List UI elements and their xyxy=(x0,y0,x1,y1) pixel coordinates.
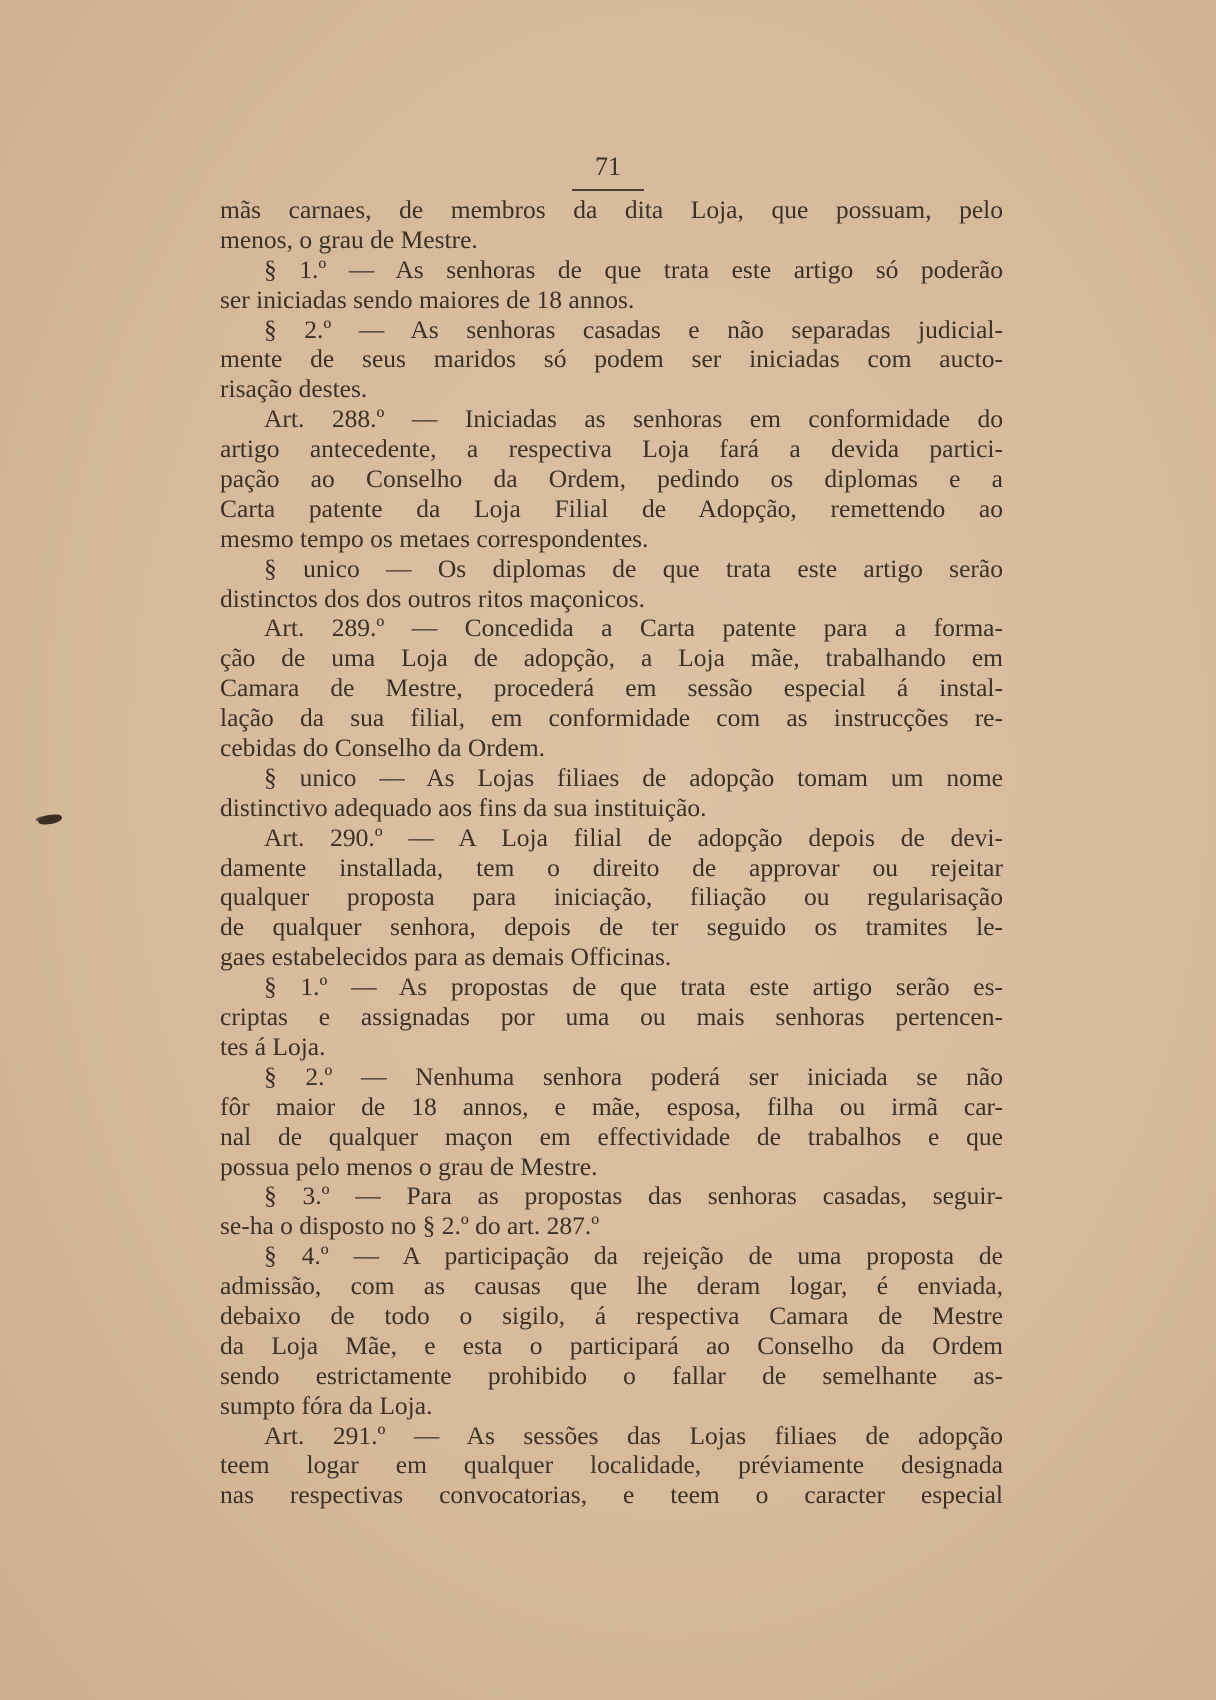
paragraph xyxy=(220,1181,1003,1241)
text-line: § 1.º — As propostas de que trata este artigo serão es- xyxy=(264,972,1003,1002)
text-line: gaes estabelecidos para as demais Officinas. xyxy=(220,942,672,972)
text-line: Art. 291.º — As sessões das Lojas filiaes de adopção xyxy=(264,1420,1003,1450)
body-text xyxy=(220,195,1003,1510)
paragraph xyxy=(220,195,1003,255)
paragraph xyxy=(220,1061,1003,1182)
paragraph xyxy=(220,1420,1003,1511)
text-line: ção de uma Loja de adopção, a Loja mãe, trabalhando em xyxy=(220,643,1003,673)
text-line: Art. 289.º — Concedida a Carta patente para a forma- xyxy=(264,613,1003,643)
text-line: artigo antecedente, a respectiva Loja fará a devida partici- xyxy=(220,434,1003,464)
text-line: cebidas do Conselho da Ordem. xyxy=(220,733,546,763)
text-line: pação ao Conselho da Ordem, pedindo os diplomas e a xyxy=(220,464,1003,494)
text-line: nal de qualquer maçon em effectividade de trabalhos e que xyxy=(220,1121,1003,1151)
paragraph xyxy=(220,404,1003,553)
ink-blot-mark xyxy=(37,813,62,825)
text-line: mente de seus maridos só podem ser iniciadas com aucto- xyxy=(220,344,1003,374)
paragraph xyxy=(220,613,1003,763)
text-line: § unico — As Lojas filiaes de adopção tomam um nome xyxy=(264,762,1003,792)
text-line: § 2.º — As senhoras casadas e não separadas judicial- xyxy=(264,314,1003,344)
text-line: tes á Loja. xyxy=(220,1031,326,1061)
paragraph xyxy=(220,972,1003,1062)
text-line: debaixo de todo o sigilo, á respectiva Camara de Mestre xyxy=(220,1300,1003,1330)
text-line: fôr maior de 18 annos, e mãe, esposa, filha ou irmã car- xyxy=(220,1091,1003,1121)
text-line: § 3.º — Para as propostas das senhoras casadas, seguir- xyxy=(264,1181,1003,1211)
text-line: sumpto fóra da Loja. xyxy=(220,1390,433,1420)
page-number-rule xyxy=(572,189,644,191)
text-line: da Loja Mãe, e esta o participará ao Conselho da Ordem xyxy=(220,1330,1003,1360)
text-line: ser iniciadas sendo maiores de 18 annos. xyxy=(220,284,635,314)
text-line: mãs carnaes, de membros da dita Loja, que possuam, pelo xyxy=(220,195,1003,224)
text-line: admissão, com as causas que lhe deram logar, é enviada, xyxy=(220,1271,1003,1301)
text-line: risação destes. xyxy=(220,374,368,404)
text-line: distinctos dos dos outros ritos maçonicos. xyxy=(220,583,645,613)
text-line: se-ha o disposto no § 2.º do art. 287.º xyxy=(220,1211,600,1241)
paragraph xyxy=(220,314,1003,405)
text-line: qualquer proposta para iniciação, filiação ou regularisação xyxy=(220,882,1003,912)
text-line: menos, o grau de Mestre. xyxy=(220,224,478,254)
text-line: distinctivo adequado aos fins da sua instituição. xyxy=(220,792,707,822)
text-line: mesmo tempo os metaes correspondentes. xyxy=(220,523,649,553)
text-line: § unico — Os diplomas de que trata este artigo serão xyxy=(264,553,1003,583)
paragraph xyxy=(220,762,1003,823)
text-line: teem logar em qualquer localidade, préviamente designada xyxy=(220,1450,1003,1480)
text-line: § 1.º — As senhoras de que trata este artigo só poderão xyxy=(264,254,1003,284)
text-line: § 4.º — A participação da rejeição de uma proposta de xyxy=(264,1241,1003,1271)
text-line: § 2.º — Nenhuma senhora poderá ser iniciada se não xyxy=(264,1061,1003,1091)
text-line: Art. 288.º — Iniciadas as senhoras em conformidade do xyxy=(264,404,1003,434)
text-line: criptas e assignadas por uma ou mais senhoras pertencen- xyxy=(220,1002,1003,1032)
text-line: Camara de Mestre, procederá em sessão especial á instal- xyxy=(220,673,1003,703)
text-line: Carta patente da Loja Filial de Adopção, remettendo ao xyxy=(220,493,1003,523)
text-line: sendo estrictamente prohibido o fallar de semelhante as- xyxy=(220,1360,1003,1390)
text-line: nas respectivas convocatorias, e teem o caracter especial xyxy=(220,1480,1003,1510)
text-line: de qualquer senhora, depois de ter seguido os tramites le- xyxy=(220,912,1003,942)
text-line: possua pelo menos o grau de Mestre. xyxy=(220,1151,598,1181)
text-line: lação da sua filial, em conformidade com as instrucções re- xyxy=(220,703,1003,733)
paragraph xyxy=(220,1241,1003,1420)
text-line: Art. 290.º — A Loja filial de adopção depois de devi- xyxy=(264,822,1003,852)
paragraph xyxy=(220,822,1003,972)
text-line: damente installada, tem o direito de approvar ou rejeitar xyxy=(220,852,1003,882)
paragraph xyxy=(220,553,1003,614)
page-number: 71 xyxy=(595,152,621,181)
paragraph xyxy=(220,254,1003,315)
